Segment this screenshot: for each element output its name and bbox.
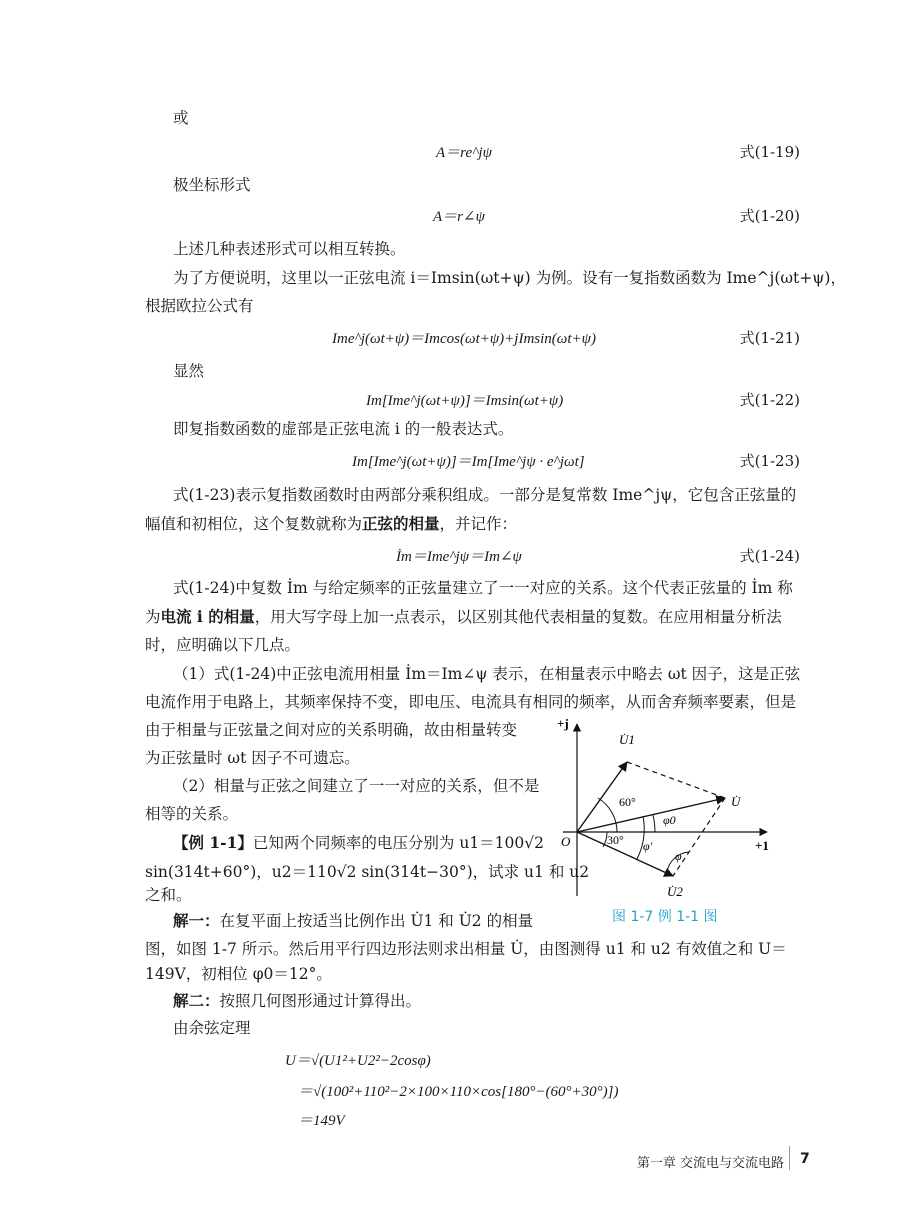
text-point-1-a: （1）式(1-24)中正弦电流用相量 İm＝Im∠ψ 表示，在相量表示中略去 ωt 因子，这是正弦	[173, 665, 801, 683]
term-current-phasor: 电流 i 的相量	[160, 607, 255, 626]
label-phi: φ	[675, 849, 682, 863]
text-correspondence: 式(1-24)中复数 İm 与给定频率的正弦量建立了一一对应的关系。这个代表正弦量的 İm 称	[173, 579, 793, 597]
label-axis-y: +j	[557, 716, 569, 731]
equation-number-1-23: 式(1-23)	[739, 452, 800, 470]
text-phasor-def	[145, 513, 517, 535]
text-point-1-b: 电流作用于电路上，其频率保持不变，即电压、电流具有相同的频率，从而舍弃频率要素，但是	[145, 693, 797, 711]
phasor-diagram	[555, 716, 775, 906]
arc-phi0	[653, 815, 655, 832]
solution-equation-2: ＝√(100²+110²−2×100×110×cos[180°−(60°+30°)])	[298, 1084, 619, 1100]
page-number: 7	[800, 1151, 810, 1167]
text-solution-2	[173, 990, 421, 1012]
text-point-1-c: 由于相量与正弦量之间对应的关系明确，故由相量转变	[145, 721, 518, 739]
label-u1: U̇1	[619, 732, 635, 747]
label-angle-60: 60°	[619, 795, 636, 809]
equation-1-22: Im[Ime^j(ωt+ψ)]＝Imsin(ωt+ψ)	[366, 393, 564, 409]
label-axis-x: +1	[755, 838, 769, 853]
equation-1-20: A＝r∠ψ	[433, 209, 485, 225]
solution-equation-1: U＝√(U1²+U2²−2cosφ)	[285, 1053, 431, 1069]
parallelogram-top	[627, 762, 725, 798]
text-current-phasor-c: ，用大写字母上加一点表示，以区别其他代表相量的复数。在应用相量分析法	[254, 608, 782, 626]
text-example-1-1-b: sin(314t+60°)，u2＝110√2 sin(314t−30°)，试求 u1 和 u2	[145, 863, 590, 881]
text-polar-form: 极坐标形式	[173, 176, 251, 194]
footer-divider	[789, 1146, 790, 1170]
text-solution-1-b: 图，如图 1-7 所示。然后用平行四边形法则求出相量 U̇，由图测得 u1 和 u2 有效值之和 U＝	[145, 940, 787, 958]
text-point-2-a: （2）相量与正弦之间建立了一一对应的关系，但不是	[173, 777, 540, 795]
text-point-2-b: 相等的关系。	[145, 805, 239, 823]
footer-chapter: 第一章 交流电与交流电路	[636, 1156, 784, 1171]
parallelogram-right	[673, 798, 725, 876]
label-u2: U̇2	[667, 884, 683, 899]
example-text: 已知两个同频率的电压分别为 u1＝100√2	[252, 834, 545, 852]
equation-1-21: Ime^j(ωt+ψ)＝Imcos(ωt+ψ)+jImsin(ωt+ψ)	[332, 331, 596, 347]
solution-2-label: 解二：	[173, 991, 220, 1010]
text-phasor-def-c: ，并记作：	[439, 515, 518, 533]
equation-number-1-19: 式(1-19)	[739, 143, 800, 161]
text-or: 或	[173, 109, 189, 127]
solution-1-text: 在复平面上按适当比例作出 U̇1 和 U̇2 的相量	[219, 912, 534, 930]
text-example-intro: 为了方便说明，这里以一正弦电流 i＝Imsin(ωt+ψ) 为例。设有一复指数函数为 Ime^j(ωt+ψ)，	[173, 269, 846, 287]
equation-1-19: A＝re^jψ	[436, 145, 492, 161]
equation-number-1-21: 式(1-21)	[739, 329, 800, 347]
figure-caption: 图 1-7 例 1-1 图	[612, 909, 718, 925]
text-current-phasor-a: 为	[145, 608, 161, 626]
text-current-phasor	[145, 606, 782, 628]
text-solution-1-c: 149V，初相位 φ0＝12°。	[145, 965, 332, 983]
solution-equation-3: ＝149V	[298, 1113, 345, 1129]
text-product: 式(1-23)表示复指数函数时由两部分乘积组成。一部分是复常数 Ime^jψ，它包含正弦量的	[173, 486, 797, 504]
equation-1-23: Im[Ime^j(ωt+ψ)]＝Im[Ime^jψ · e^jωt]	[352, 454, 585, 470]
text-euler: 根据欧拉公式有	[145, 297, 254, 315]
label-phi0: φ0	[663, 813, 676, 827]
equation-number-1-20: 式(1-20)	[739, 207, 800, 225]
text-example-1-1	[173, 832, 544, 854]
text-points: 时，应明确以下几点。	[145, 636, 301, 654]
label-origin: O	[561, 834, 571, 849]
label-phi-prime: φ'	[643, 839, 653, 853]
equation-number-1-24: 式(1-24)	[739, 547, 800, 565]
example-label: 【例 1-1】	[173, 833, 253, 852]
text-example-1-1-c: 之和。	[145, 886, 192, 904]
label-u: U̇	[731, 794, 741, 809]
equation-number-1-22: 式(1-22)	[739, 391, 800, 409]
equation-1-24: İm＝Ime^jψ＝Im∠ψ	[396, 549, 522, 565]
text-solution-1	[173, 910, 533, 932]
text-point-1-d: 为正弦量时 ωt 因子不可遗忘。	[145, 749, 360, 767]
text-imaginary: 即复指数函数的虚部是正弦电流 i 的一般表达式。	[173, 420, 514, 438]
label-angle-30: 30°	[607, 833, 624, 847]
phasor-u2	[577, 832, 673, 876]
text-obviously: 显然	[173, 362, 205, 380]
text-convert: 上述几种表述形式可以相互转换。	[173, 240, 406, 258]
text-phasor-def-a: 幅值和初相位，这个复数就称为	[145, 515, 363, 533]
solution-1-label: 解一：	[173, 911, 220, 930]
text-cosine-law: 由余弦定理	[173, 1019, 251, 1037]
term-sine-phasor: 正弦的相量	[362, 514, 440, 533]
phasor-u	[577, 798, 725, 832]
solution-2-text: 按照几何图形通过计算得出。	[219, 992, 422, 1010]
